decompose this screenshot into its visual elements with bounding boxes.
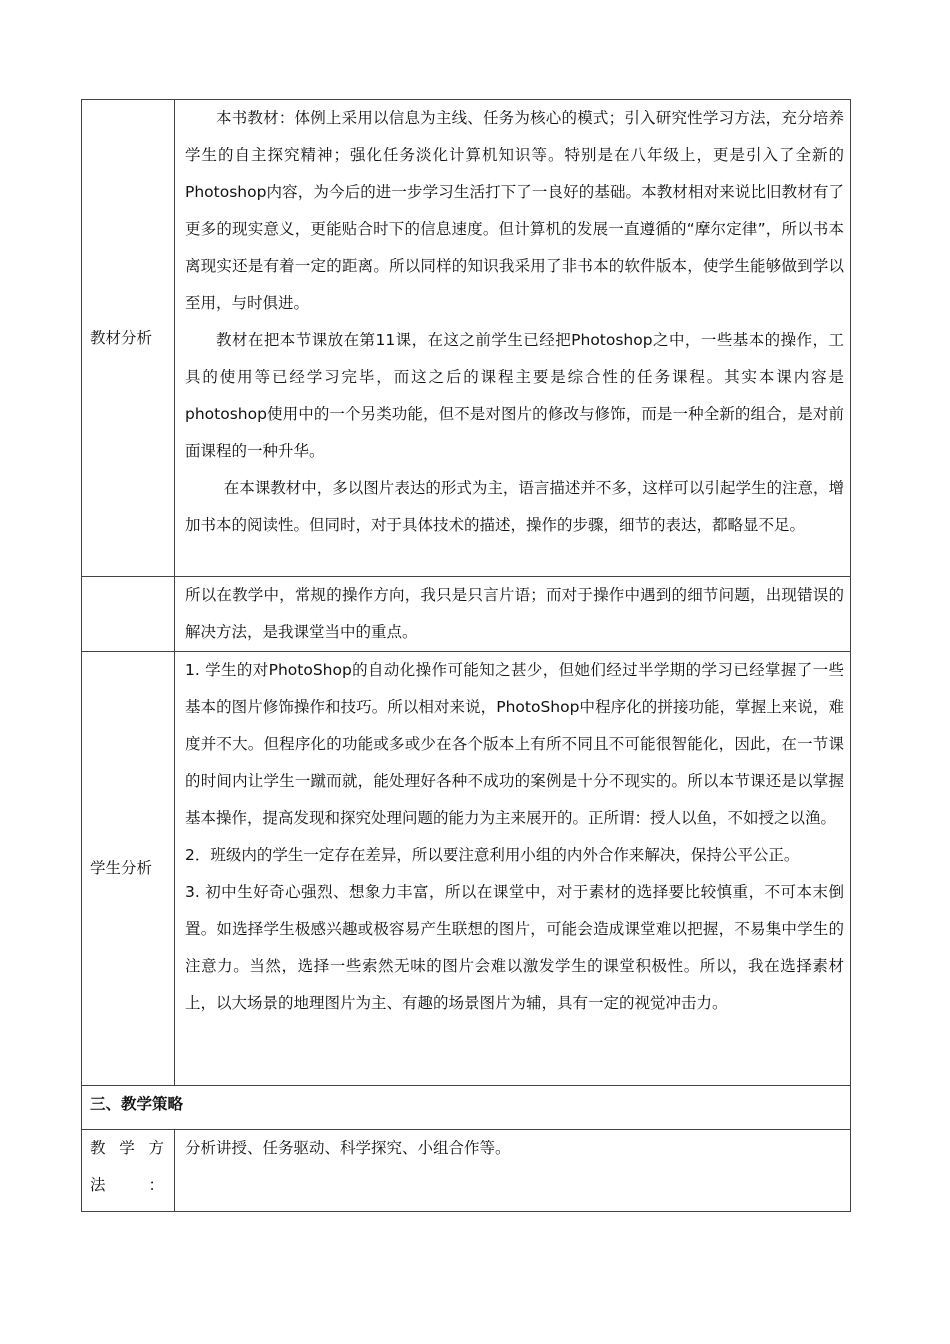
textbook-analysis-content xyxy=(175,100,851,577)
student-point: 3. 初中生好奇心强烈、想象力丰富，所以在课堂中，对于素材的选择要比较慎重，不可本末倒置。如选择学生极感兴趣或极容易产生联想的图片，可能会造成课堂难以把握，不易集中学生的注意力。当然，选择一些索然无味的图片会难以激发学生的课堂积极性。所以，我在选择素材上，以大场景的地理图片为主、有趣的场景图片为辅，具有一定的视觉冲击力。 xyxy=(185,883,844,1012)
textbook-analysis-row xyxy=(82,100,851,577)
student-analysis-content xyxy=(175,652,851,1086)
student-analysis-label: 学生分析 xyxy=(82,652,175,1086)
textbook-paragraph: 教材在把本节课放在第11课，在这之前学生已经把Photoshop之中，一些基本的操作，工具的使用等已经学习完毕，而这之后的课程主要是综合性的任务课程。其实本课内容是photoshop使用中的一个另类功能，但不是对图片的修改与修饰，而是一种全新的组合，是对前面课程的一种升华。 xyxy=(185,331,844,460)
student-point: 2．班级内的学生一定存在差异，所以要注意利用小组的内外合作来解决，保持公平公正。 xyxy=(185,846,800,864)
textbook-analysis-label: 教材分析 xyxy=(82,100,175,577)
lesson-plan-table xyxy=(81,99,851,1212)
teaching-note-label xyxy=(82,577,175,652)
student-point: 1. 学生的对PhotoShop的自动化操作可能知之甚少，但她们经过半学期的学习已经掌握了一些基本的图片修饰操作和技巧。所以相对来说，PhotoShop中程序化的拼接功能，掌握上来说，难度并不大。但程序化的功能或多或少在各个版本上有所不同且不可能很智能化，因此，在一节课的时间内让学生一蹴而就，能处理好各种不成功的案例是十分不现实的。所以本节课还是以掌握基本操作，提高发现和探究处理问题的能力为主来展开的。正所谓：授人以鱼，不如授之以渔。 xyxy=(185,661,844,827)
strategy-title-row xyxy=(82,1086,851,1130)
teaching-method-label: 教学方法： xyxy=(82,1130,175,1212)
teaching-method-content: 分析讲授、任务驱动、科学探究、小组合作等。 xyxy=(175,1130,851,1212)
textbook-paragraph: 本书教材：体例上采用以信息为主线、任务为核心的模式；引入研究性学习方法，充分培养学生的自主探究精神；强化任务淡化计算机知识等。特别是在八年级上，更是引入了全新的Photoshop内容，为今后的进一步学习生活打下了一良好的基础。本教材相对来说比旧教材有了更多的现实意义，更能贴合时下的信息速度。但计算机的发展一直遵循的“摩尔定律”，所以书本离现实还是有着一定的距离。所以同样的知识我采用了非书本的软件版本，使学生能够做到学以至用，与时俱进。 xyxy=(185,109,844,312)
teaching-note-row xyxy=(82,577,851,652)
strategy-title: 三、教学策略 xyxy=(82,1086,851,1130)
teaching-note-content: 所以在教学中，常规的操作方向，我只是只言片语；而对于操作中遇到的细节问题，出现错误的解决方法，是我课堂当中的重点。 xyxy=(175,577,851,652)
textbook-paragraph: 在本课教材中，多以图片表达的形式为主，语言描述并不多，这样可以引起学生的注意，增加书本的阅读性。但同时，对于具体技术的描述，操作的步骤，细节的表达，都略显不足。 xyxy=(185,479,844,534)
student-analysis-row xyxy=(82,652,851,1086)
teaching-method-row xyxy=(82,1130,851,1212)
